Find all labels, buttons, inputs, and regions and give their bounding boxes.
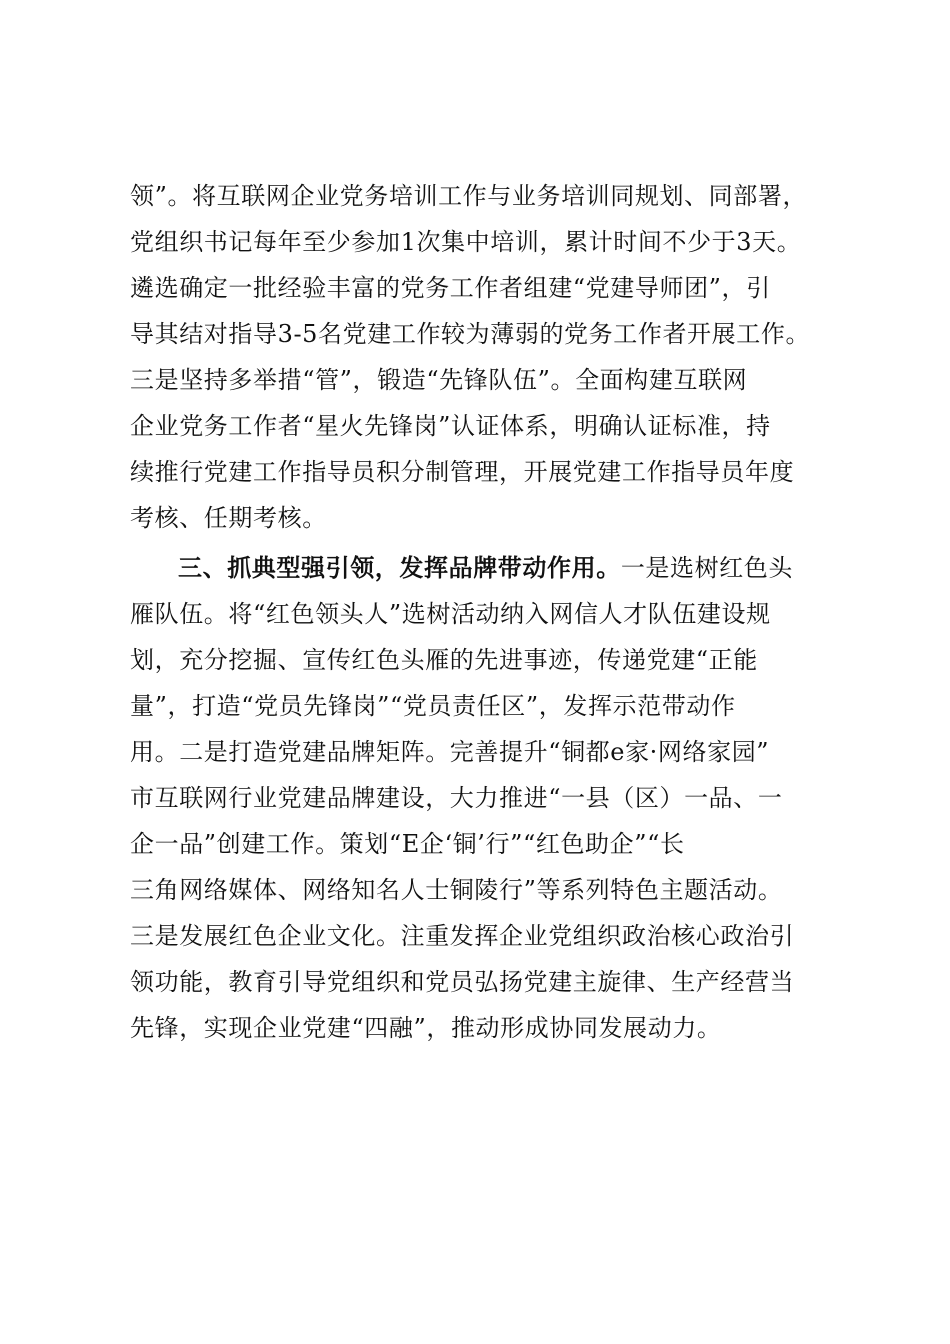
section3-heading: 三、抓典型强引领，发挥品牌带动作用。 bbox=[178, 553, 621, 582]
text-line: 先锋，实现企业党建“四融”，推动形成协同发展动力。 bbox=[130, 1014, 722, 1042]
text-line: 导其结对指导3-5名党建工作较为薄弱的党务工作者开展工作。 bbox=[130, 320, 811, 348]
text-line: 领”。将互联网企业党务培训工作与业务培训同规划、同部署， bbox=[130, 182, 808, 210]
text-line: 企业党务工作者“星火先锋岗”认证体系，明确认证标准，持 bbox=[130, 412, 771, 440]
text-line: 划，充分挖掘、宣传红色头雁的先进事迹，传递党建“正能 bbox=[130, 646, 758, 674]
text-line: 雁队伍。将“红色领头人”选树活动纳入网信人才队伍建设规 bbox=[130, 600, 771, 628]
text-line: 三是发展红色企业文化。注重发挥企业党组织政治核心政治引 bbox=[130, 922, 795, 950]
section3-first-line-rest: 一是选树红色头 bbox=[620, 554, 794, 582]
text-line: 三是坚持多举措“管”，锻造“先锋队伍”。全面构建互联网 bbox=[130, 366, 748, 394]
text-line: 续推行党建工作指导员积分制管理，开展党建工作指导员年度 bbox=[130, 458, 795, 486]
text-line: 三角网络媒体、网络知名人士铜陵行”等系列特色主题活动。 bbox=[130, 876, 783, 904]
text-line: 领功能，教育引导党组织和党员弘扬党建主旋律、生产经营当 bbox=[130, 968, 795, 996]
text-line: 用。二是打造党建品牌矩阵。完善提升“铜都e家·网络家园” bbox=[130, 738, 770, 766]
text-line: 量”，打造“党员先锋岗”“党员责任区”，发挥示范带动作 bbox=[130, 692, 736, 720]
text-line: 党组织书记每年至少参加1次集中培训，累计时间不少于3天。 bbox=[130, 228, 802, 256]
text-line: 市互联网行业党建品牌建设，大力推进“一县（区）一品、一 bbox=[130, 784, 783, 812]
text-line: 遴选确定一批经验丰富的党务工作者组建“党建导师团”，引 bbox=[130, 274, 771, 302]
text-line: 企一品”创建工作。策划“E企‘铜’行”“红色助企”“长 bbox=[130, 830, 685, 858]
text-line: 考核、任期考核。 bbox=[130, 504, 327, 532]
section3-first-line bbox=[178, 548, 793, 588]
